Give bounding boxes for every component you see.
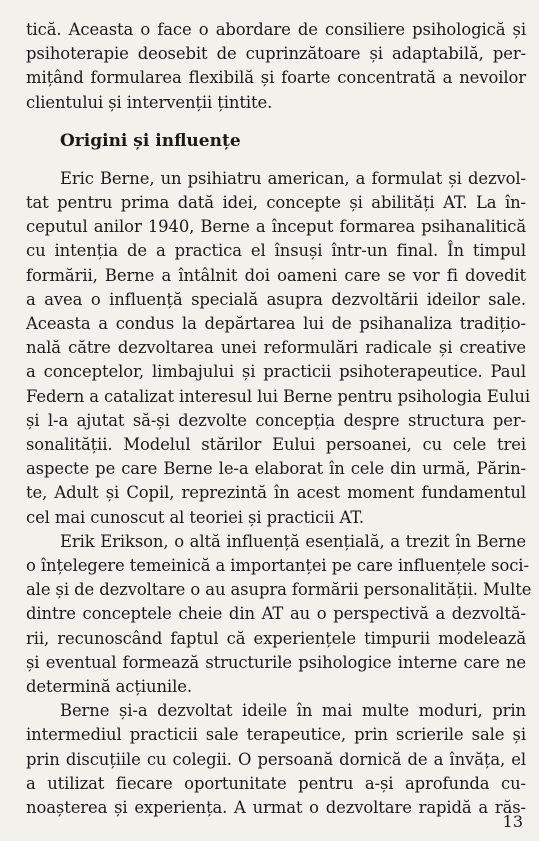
text-line: a utilizat fiecare oportunitate pentru a-și aprofunda cu- bbox=[26, 773, 526, 793]
paragraph-intro-continuation bbox=[26, 18, 526, 115]
text-line: și eventual formează structurile psihologice interne care ne bbox=[26, 652, 526, 672]
section-heading: Origini și influențe bbox=[60, 130, 241, 151]
text-line: mițând formularea flexibilă și foarte concentrată a nevoilor bbox=[26, 68, 526, 88]
text-line: dintre conceptele cheie din AT au o perspectivă a dezvoltă- bbox=[26, 604, 526, 624]
text-line: clientului și intervenții țintite. bbox=[26, 92, 273, 112]
paragraph-berne-development bbox=[26, 699, 526, 820]
text-line: noașterea și experiența. A urmat o dezvoltare rapidă a răs- bbox=[26, 798, 526, 818]
text-line: cu intenția de a practica el însuși într-un final. În timpul bbox=[26, 241, 526, 261]
text-line: determină acțiunile. bbox=[26, 677, 192, 697]
text-line: o înțelegere temeinică a importanței pe care influențele soci- bbox=[26, 556, 529, 576]
text-line: a conceptelor, limbajului și practicii psihoterapeutice. Paul bbox=[26, 362, 526, 382]
text-line: Aceasta a condus la depărtarea lui de psihanaliza tradițio- bbox=[26, 314, 526, 334]
book-page bbox=[26, 18, 532, 820]
text-line: Federn a catalizat interesul lui Berne pentru psihologia Eului bbox=[26, 386, 530, 406]
text-line: sonalității. Modelul stărilor Eului persoanei, cu cele trei bbox=[26, 435, 526, 455]
text-line: intermediul practicii sale terapeutice, prin scrierile sale și bbox=[26, 725, 526, 745]
text-line: rii, recunoscând faptul că experiențele timpurii modelează bbox=[26, 628, 526, 648]
text-line: te, Adult și Copil, reprezintă în acest moment fundamentul bbox=[26, 483, 526, 503]
text-line: tică. Aceasta o face o abordare de consiliere psihologică și bbox=[26, 20, 526, 39]
text-line: aspecte pe care Berne le-a elaborat în cele din urmă, Părin- bbox=[26, 459, 526, 479]
text-line: tat pentru prima dată idei, concepte și abilități AT. La în- bbox=[26, 193, 526, 213]
paragraph-erik-erikson bbox=[26, 530, 532, 699]
text-line: Eric Berne, un psihiatru american, a formulat și dezvol- bbox=[60, 168, 526, 188]
paragraph-eric-berne bbox=[26, 167, 530, 530]
text-line: și l-a ajutat să-și dezvolte concepția despre structura per- bbox=[26, 410, 526, 430]
text-line: ceputul anilor 1940, Berne a început formarea psihanalitică bbox=[26, 217, 526, 237]
text-line: psihoterapie deosebit de cuprinzătoare și adaptabilă, per- bbox=[26, 44, 526, 64]
text-line: a avea o influență specială asupra dezvoltării ideilor sale. bbox=[26, 289, 526, 309]
text-line: cel mai cunoscut al teoriei și practicii AT. bbox=[26, 507, 364, 527]
text-line: Berne și-a dezvoltat ideile în mai multe moduri, prin bbox=[60, 701, 526, 721]
text-line: formării, Berne a întâlnit doi oameni care se vor fi dovedit bbox=[26, 265, 526, 285]
text-line: Erik Erikson, o altă influență esențială, a trezit în Berne bbox=[60, 531, 526, 551]
text-line: ale și de dezvoltare o au asupra formării personalității. Multe bbox=[26, 580, 532, 600]
page-number: 13 bbox=[502, 812, 523, 831]
text-line: nală către dezvoltarea unei reformulări radicale și creative bbox=[26, 338, 526, 358]
text-line: prin discuțiile cu colegii. O persoană dornică de a învăța, el bbox=[26, 749, 526, 769]
